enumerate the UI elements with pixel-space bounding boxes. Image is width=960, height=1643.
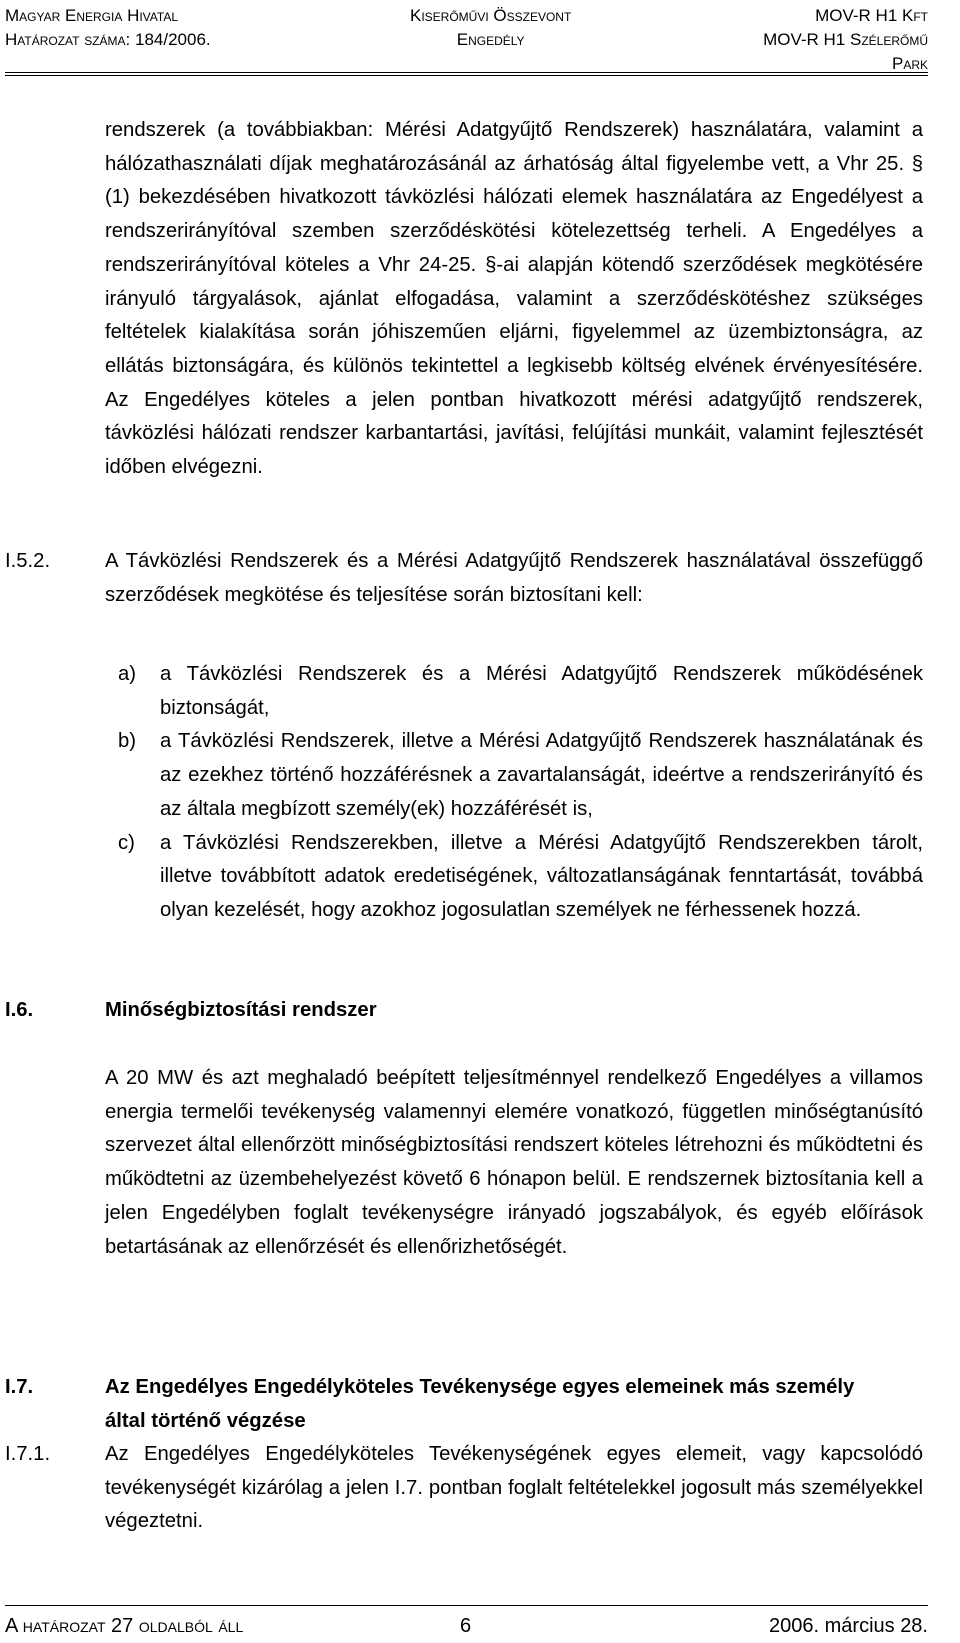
header-rule-thin bbox=[5, 75, 928, 76]
header-resolution-number: Határozat száma: 184/2006. bbox=[5, 30, 211, 49]
header-right bbox=[763, 4, 928, 76]
section-171-text: Az Engedélyes Engedélyköteles Tevékenységének egyes elemeit, vagy kapcsolódó tevékenységét kizárólag a jelen I.7. pontban foglalt feltételekkel jogosult más személyekkel végeztetni. bbox=[105, 1443, 923, 1533]
header-plant-2: Park bbox=[891, 54, 928, 73]
list-item-b-text: a Távközlési Rendszerek, illetve a Mérési Adatgyűjtő Rendszerek használatának és az ezekhez történő hozzáférésnek a zavartalanságát, ideértve a rendszerirányító és az általa megbízott személy(ek) hozzáférését is, bbox=[160, 730, 923, 820]
footer-page-number: 6 bbox=[460, 1615, 472, 1637]
list-marker-a: a) bbox=[118, 663, 137, 685]
section-16-heading: Minőségbiztosítási rendszer bbox=[105, 999, 377, 1021]
list-item-a-text: a Távközlési Rendszerek és a Mérési Adatgyűjtő Rendszerek működésének biztonságát, bbox=[160, 663, 923, 719]
list-item bbox=[118, 827, 923, 928]
section-17-heading: Az Engedélyes Engedélyköteles Tevékenysége egyes elemeinek más személy által történő végzése bbox=[105, 1376, 855, 1432]
page-footer bbox=[5, 1605, 928, 1637]
header-license-type-2: Engedély bbox=[456, 30, 525, 49]
header-authority: Magyar Energia Hivatal bbox=[5, 6, 179, 25]
list-item bbox=[118, 725, 923, 826]
section-number-171: I.7.1. bbox=[5, 1443, 51, 1465]
section-152-list bbox=[118, 658, 923, 928]
header-rule bbox=[5, 72, 928, 73]
section-number-16: I.6. bbox=[5, 999, 34, 1021]
header-center bbox=[410, 4, 571, 52]
header-license-type: Kiserőművi Összevont bbox=[410, 6, 572, 25]
section-number-152: I.5.2. bbox=[5, 550, 51, 572]
list-item bbox=[118, 658, 923, 725]
header-left bbox=[5, 4, 211, 52]
list-marker-c: c) bbox=[118, 831, 135, 854]
intro-paragraph: rendszerek (a továbbiakban: Mérési Adatgyűjtő Rendszerek) használatára, valamint a hálózathasználati díjak meghatározásánál az árhatóság által figyelembe vett, a Vhr 25. § (1) bekezdésében hivatkozott távközlési hálózati elemek használatára az Engedélyest a rendszerirányítóval szemben szerződéskötési kötelezettség terheli. A Engedélyes a rendszerirányítóval köteles a Vhr 24-25. §-ai alapján kötendő szerződések megkötésére irányuló tárgyalások, ajánlat elfogadása, valamint a szerződéskötéshez szükséges feltételek kialakítása során jóhiszeműen eljárni, figyelemmel az üzembiztonságra, az ellátás biztonságára, és különös tekintettel a legkisebb költség elvének érvényesítésére. Az Engedélyes köteles a jelen pontban hivatkozott mérési adatgyűjtő rendszerek, távközlési hálózati rendszer karbantartási, javítási, felújítási munkáit, valamint fejlesztését időben elvégezni. bbox=[105, 119, 923, 479]
list-marker-b: b) bbox=[118, 730, 137, 753]
header-company: MOV-R H1 Kft bbox=[815, 6, 928, 25]
header-plant: MOV-R H1 Szélerőmű bbox=[763, 30, 928, 49]
section-number-17: I.7. bbox=[5, 1376, 34, 1398]
list-item-c-text: a Távközlési Rendszerekben, illetve a Mérési Adatgyűjtő Rendszerekben tárolt, illetve továbbított adatok eredetiségének, változatlanságának fenntartását, továbbá olyan kezelését, hogy azokhoz jogosulatlan személyek ne férhessenek hozzá. bbox=[160, 831, 923, 921]
section-16-text: A 20 MW és azt meghaladó beépített teljesítménnyel rendelkező Engedélyes a villamos energia termelői tevékenység valamennyi elemére vonatkozó, független minőségtanúsító szervezet által ellenőrzött minőségbiztosítási rendszert köteles létrehozni és működtetni és működtetni az üzembehelyezést követő 6 hónapon belül. E rendszernek biztosítania kell a jelen Engedélyben foglalt tevékenységre irányadó jogszabályok, és egyéb előírások betartásának az ellenőrzését és ellenőrizhetőségét. bbox=[105, 1067, 923, 1258]
footer-date: 2006. március 28. bbox=[769, 1615, 928, 1637]
section-152-text: A Távközlési Rendszerek és a Mérési Adatgyűjtő Rendszerek használatával összefüggő szerződések megkötése és teljesítése során biztosítani kell: bbox=[105, 550, 923, 606]
footer-page-count: A határozat 27 oldalból áll bbox=[5, 1615, 244, 1637]
